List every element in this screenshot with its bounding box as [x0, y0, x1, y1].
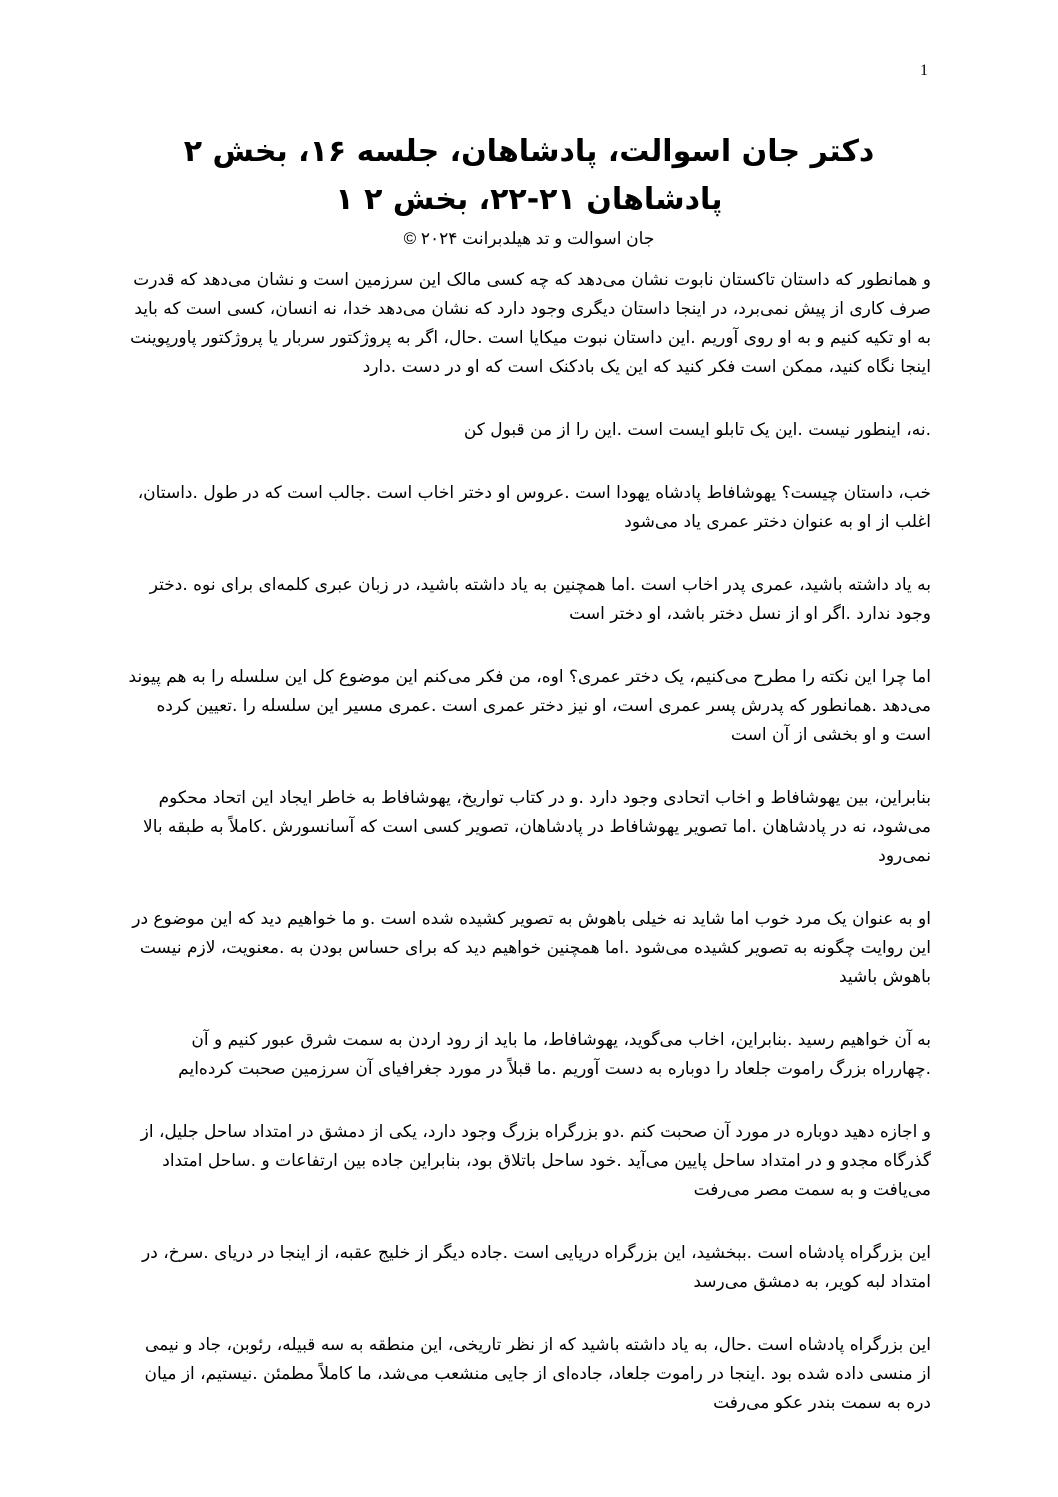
paragraph: و همانطور که داستان تاکستان نابوت نشان می‌دهد که چه کسی مالک این سرزمین است و نشان می‌دهد که قدرت صرف کاری از پیش نمی‌برد، در اینجا داستان دیگری وجود دارد که نشان می‌دهد خدا، نه انسان، کسی است که باید به او تکیه کنیم و به او روی آوریم .این داستان نبوت میکایا است .حال، اگر به پروژکتور سربار یا پروژکتور پاورپوینت اینجا نگاه کنید، ممکن است فکر کنید که این یک بادکنک است که او در دست .دارد: [130, 270, 931, 377]
paragraph: این بزرگراه پادشاه است .حال، به یاد داشته باشید که از نظر تاریخی، این منطقه به سه قبیله، رئوبن، جاد و نیمی از منسی داده شده بود .اینجا در راموت جلعاد، جاده‌ای از جایی منشعب می‌شد، ما کاملاً مطمئن .نیستیم، از میان دره به سمت بندر عکو می‌رفت: [144, 1335, 931, 1413]
paragraph: به یاد داشته باشید، عمری پدر اخاب است .اما همچنین به یاد داشته باشید، در زبان عبری کلمه‌ای برای نوه .دختر وجود ندارد .اگر او از نسل دختر باشد، او دختر است: [149, 575, 931, 624]
paragraph: اما چرا این نکته را مطرح می‌کنیم، یک دختر عمری؟ اوه، من فکر می‌کنم این موضوع کل این سلسله را به هم پیوند می‌دهد .همانطور که پدرش پسر عمری است، او نیز دختر عمری است .عمری مسیر این سلسله را .تعیین کرده است و او بخشی از آن است: [128, 667, 931, 745]
body-text: [128, 266, 931, 1452]
page-number: 1: [920, 62, 928, 79]
copyright-line: جان اسوالت و تد هیلدبرانت ۲۰۲۴ ©: [403, 229, 655, 248]
paragraph: خب، داستان چیست؟ یهوشافاط پادشاه یهودا است .عروس او دختر اخاب است .جالب است که در طول .داستان، اغلب از او به عنوان دختر عمری یاد می‌شود: [137, 483, 931, 532]
paragraph: این بزرگراه پادشاه است .ببخشید، این بزرگراه دریایی است .جاده دیگر از خلیج عقبه، از اینجا در دریای .سرخ، در امتداد لبه کویر، به دمشق می‌رسد: [142, 1243, 931, 1292]
paragraph: و اجازه دهید دوباره در مورد آن صحبت کنم .دو بزرگراه بزرگ وجود دارد، یکی از دمشق در امتداد ساحل جلیل، از گذرگاه مجدو و در امتداد ساحل پایین می‌آید .خود ساحل باتلاق بود، بنابراین جاده بین ارتفاعات و .ساحل امتداد می‌یافت و به سمت مصر می‌رفت: [140, 1122, 931, 1200]
paragraph: به آن خواهیم رسید .بنابراین، اخاب می‌گوید، یهوشافاط، ما باید از رود اردن به سمت شرق عبور کنیم و آن .چهارراه بزرگ راموت جلعاد را دوباره به دست آوریم .ما قبلاً در مورد جغرافیای آن سرزمین صحبت کرده‌ایم: [178, 1030, 931, 1079]
paragraph: او به عنوان یک مرد خوب اما شاید نه خیلی باهوش به تصویر کشیده شده است .و ما خواهیم دید که این موضوع در این روایت چگونه به تصویر کشیده می‌شود .اما همچنین خواهیم دید که برای حساس بودن به .معنویت، لازم نیست باهوش باشید: [132, 909, 931, 987]
paragraph: .نه، اینطور نیست .این یک تابلو ایست است .این را از من قبول کن: [463, 420, 931, 440]
document-subtitle: پادشاهان ۲۱-۲۲، بخش ۲ ۱: [335, 182, 723, 217]
title-block: [120, 128, 938, 252]
paragraph: بنابراین، بین یهوشافاط و اخاب اتحادی وجود دارد .و در کتاب تواریخ، یهوشافاط به خاطر ایجاد این اتحاد محکوم می‌شود، نه در پادشاهان .اما تصویر یهوشافاط در پادشاهان، تصویر کسی است که آسانسورش .کاملاً به طبقه بالا نمی‌رود: [143, 788, 931, 866]
document-title: دکتر جان اسوالت، پادشاهان، جلسه ۱۶، بخش ۲: [183, 134, 875, 169]
